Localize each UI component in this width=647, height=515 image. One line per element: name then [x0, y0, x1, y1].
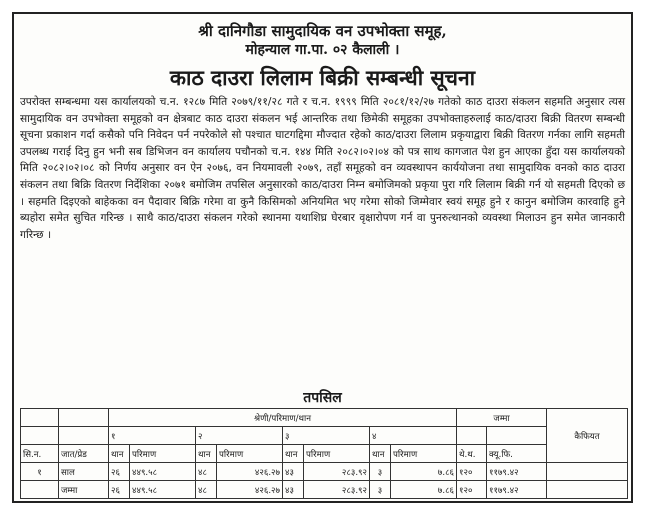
- grade-2-head: २: [196, 427, 283, 445]
- count-cell: ४३: [283, 463, 304, 481]
- blank-cell: [21, 427, 59, 445]
- grade-4-head: ४: [370, 427, 457, 445]
- volume-cell: ४४९.५८: [130, 481, 196, 499]
- blank-cell: [457, 427, 487, 445]
- details-table: [20, 408, 628, 499]
- volume-cell: ४२६.२७: [217, 481, 283, 499]
- grade-1-head: १: [109, 427, 196, 445]
- blank-cell: [59, 409, 109, 427]
- remarks-head: कैफियत: [547, 409, 628, 463]
- volume-head: परिमाण: [217, 445, 283, 463]
- count-cell: ४८: [196, 481, 217, 499]
- total-volume-cell: ११७९.४२: [487, 463, 547, 481]
- table-row: [21, 463, 628, 481]
- table-header-row-3: [21, 445, 628, 463]
- notice-title: काठ दाउरा लिलाम बिक्री सम्बन्धी सूचना: [169, 65, 476, 90]
- volume-cell: ७.८६: [391, 481, 457, 499]
- org-name: श्री दानिगौडा सामुदायिक वन उपभोक्ता समूह,: [198, 22, 447, 40]
- count-cell: ४८: [196, 463, 217, 481]
- remarks-cell: [547, 481, 628, 499]
- species-cell: साल: [59, 463, 109, 481]
- blank-cell: [21, 409, 59, 427]
- count-head: थान: [109, 445, 130, 463]
- notice-body: उपरोक्त सम्बन्धमा यस कार्यालयको च.न. १२८७ मिति २०७९/११/२८ गते र च.न. १९९९ मिति २०८१/१२/२७ गतेको काठ दाउरा संकलन सहमति अनुसार त्यस सामुदायिक वन उपभोक्ता समूहको वन क्षेत्रबाट काठ दाउरा संकलन भई आन्तरिक तथा छिमेकी समूहका उपभोक्ताहरुलाई काठ/दाउरा बिक्री वितरण सम्बन्धी सूचना प्रकाशन गर्दा कसैको पनि निवेदन पर्न नपरेकोले सो पश्चात घाटगद्दिमा मौज्दात रहेको काठ/दाउरा लिलाम प्रकृयाद्वारा बिक्री वितरण गर्नका लागि सहमती उपलब्ध गराई दिनु हुन भनी सब डिभिजन वन कार्यालय पचौनको च.न. १४४ मिति २०८२।०२।०४ को पत्र साथ कागजात पेश हुन आएका हुँदा यस कार्यालयको मिति २०८२।०२।०८ को निर्णय अनुसार वन ऐन २०७६, वन नियमावली २०७९, तहाँ समूहको वन व्यवस्थापन कार्ययोजना तथा सामुदायिक वनको काठ दाउरा संकलन तथा बिक्रि वितरण निर्देशिका २०७१ बमोजिम तपसिल अनुसारको काठ/दाउरा निम्न बमोजिमको प्रकृया पुरा गरि लिलाम बिक्री गर्न यो सहमती दिएको छ । सहमति दिइएको बाहेकका वन पैदावार बिक्रि गरेमा वा कुनै किसिमको अनियमित भए गरेमा सोको जिम्मेवार स्वयं समूह हुने र कानुन बमोजिम कारवाहि हुने ब्यहोरा समेत सुचित गरिन्छ । साथै काठ/दाउरा संकलन गरेको स्थानमा यथाशिघ्र घेरबार वृक्षारोपण गर्न वा पुनरुत्थानको व्यवस्था मिलाउन हुन समेत जानकारी गरिन्छ ।: [20, 96, 625, 241]
- table-header-row-1: [21, 409, 628, 427]
- table-total-row: [21, 481, 628, 499]
- total-count-cell: १२०: [457, 481, 487, 499]
- count-cell: ३: [370, 481, 391, 499]
- count-head: थान: [283, 445, 304, 463]
- blank-cell: [487, 427, 547, 445]
- blank-cell: [59, 427, 109, 445]
- volume-cell: ७.८६: [391, 463, 457, 481]
- sn-cell: १: [21, 463, 59, 481]
- sn-head: सि.न.: [21, 445, 59, 463]
- count-cell: २६: [109, 481, 130, 499]
- volume-head: परिमाण: [130, 445, 196, 463]
- count-cell: ३: [370, 463, 391, 481]
- grade-3-head: ३: [283, 427, 370, 445]
- volume-cell: ४२६.२७: [217, 463, 283, 481]
- total-count-head: थे.थ.: [457, 445, 487, 463]
- species-cell: जम्मा: [59, 481, 109, 499]
- volume-head: परिमाण: [304, 445, 370, 463]
- total-volume-cell: ११७९.४२: [487, 481, 547, 499]
- species-head: जात/प्रेड: [59, 445, 109, 463]
- org-address: मोहन्याल गा.पा. ०२ कैलाली ।: [245, 42, 400, 58]
- total-count-cell: १२०: [457, 463, 487, 481]
- table-title: तपसिल: [303, 390, 342, 406]
- volume-head: परिमाण: [391, 445, 457, 463]
- count-head: थान: [196, 445, 217, 463]
- count-head: थान: [370, 445, 391, 463]
- remarks-cell: [547, 463, 628, 481]
- volume-cell: ४४९.५८: [130, 463, 196, 481]
- sn-cell: [21, 481, 59, 499]
- count-cell: २६: [109, 463, 130, 481]
- table-header-row-2: [21, 427, 628, 445]
- group-head: श्रेणी/परिमाण/थान: [109, 409, 457, 427]
- total-head: जम्मा: [457, 409, 547, 427]
- volume-cell: २८३.९२: [304, 481, 370, 499]
- volume-cell: २८३.९२: [304, 463, 370, 481]
- total-volume-head: क्यू.फि.: [487, 445, 547, 463]
- notice-clipping: [12, 12, 633, 503]
- count-cell: ४३: [283, 481, 304, 499]
